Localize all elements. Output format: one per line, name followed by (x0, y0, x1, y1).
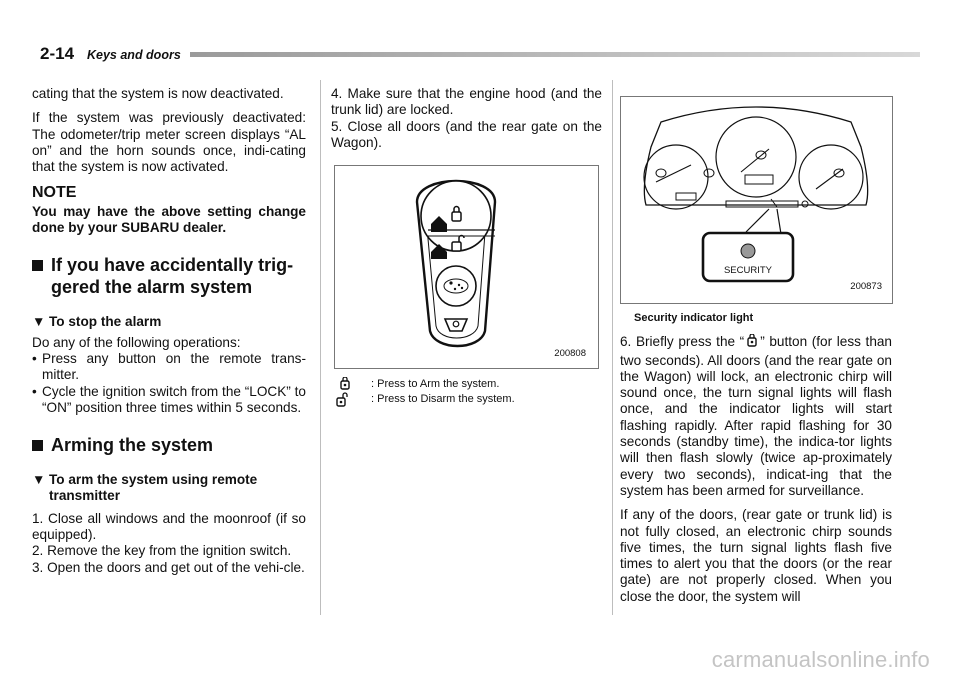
section-heading (32, 434, 306, 456)
step6-text: ” button (for less than two seconds). All doors (and the rear gate on the Wagon) will lock, an electronic chirp will sound once, the turn signal lights will flash once, and the indicator lights will start flashing rapidly. After rapid flashing for 30 seconds (standby time), the indica-tor lights will then flash slowly (twice ap-proximately every two seconds), indicat-ing that the system has been armed for surveillance. (620, 334, 892, 498)
paragraph: If any of the doors, (rear gate or trunk lid) is not fully closed, an electronic chirp sounds five times, the turn signal lights flash five times to alert you that the doors (or the rear gate) are not properly closed. When you close the door, the system will (620, 507, 892, 604)
list-item-text: Press any button on the remote trans-mitter. (42, 350, 306, 383)
bullet-dot-icon: • (32, 383, 37, 399)
subsection-heading (32, 314, 306, 330)
watermark: carmanualsonline.info (711, 647, 930, 672)
column-left (32, 86, 306, 576)
list-item: 4. Make sure that the engine hood (and the trunk lid) are locked. (331, 86, 602, 118)
note-title: NOTE (32, 184, 77, 202)
list-item (32, 351, 306, 384)
section-title: Keys and doors (87, 48, 181, 62)
paragraph (620, 334, 892, 499)
steps-list (32, 511, 306, 576)
figure-number: 200808 (554, 347, 586, 359)
figure-caption: Security indicator light (634, 312, 754, 324)
triangle-bullet-icon: ▼ (32, 314, 46, 330)
square-bullet-icon (32, 260, 43, 271)
note-body: You may have the above setting change done by your SUBARU dealer. (32, 203, 306, 236)
bullet-dot-icon: • (32, 350, 37, 366)
list-item: 5. Close all doors (and the rear gate on the Wagon). (331, 118, 602, 150)
figure-legend (331, 377, 602, 407)
legend-text: : Press to Arm the system. (371, 378, 500, 391)
list-item: 3. Open the doors and get out of the vehi-cle. (32, 559, 305, 575)
list-item: 2. Remove the key from the ignition switch. (32, 543, 292, 559)
remote-transmitter-figure (334, 165, 599, 369)
legend-row (331, 377, 602, 392)
paragraph: cating that the system is now deactivated. (32, 86, 284, 101)
heading-text: Arming the system (51, 435, 214, 456)
list-item: 1. Close all windows and the moonroof (if so equipped). (32, 510, 306, 543)
instrument-cluster-figure (620, 96, 893, 304)
square-bullet-icon (32, 440, 43, 451)
header-rule (190, 52, 920, 57)
paragraph: Do any of the following operations: (32, 334, 241, 350)
page-header (40, 44, 920, 64)
list-item (32, 384, 306, 417)
figure-number: 200873 (850, 280, 882, 292)
legend-row (331, 392, 602, 407)
unlock-icon (331, 392, 371, 407)
steps-list (331, 86, 602, 151)
column-middle (331, 86, 602, 407)
column-divider (320, 80, 321, 615)
column-divider (612, 80, 613, 615)
step6-lead: 6. Briefly press the “ (620, 334, 745, 350)
triangle-bullet-icon: ▼ (32, 472, 46, 488)
page-number: 2-14 (40, 44, 75, 63)
list-item-text: Cycle the ignition switch from the “LOCK” to “ON” position three times within 5 seconds. (42, 383, 306, 415)
legend-text: : Press to Disarm the system. (371, 393, 515, 406)
remote-transmitter-illustration (335, 166, 598, 368)
lock-icon (331, 377, 371, 392)
instrument-cluster-illustration (621, 97, 892, 303)
figure-label: SECURITY (723, 265, 773, 276)
paragraph: If the system was previously deactivated: The odometer/trip meter screen displays “AL on” and the horn sounds once, indi-cating that the system is now activated. (32, 110, 306, 175)
subheading-text: To arm the system using remote transmitter (49, 472, 258, 504)
subheading-text: To stop the alarm (49, 314, 162, 330)
section-heading (32, 254, 306, 298)
heading-text: If you have accidentally trig-gered the alarm system (51, 255, 294, 298)
lock-icon (744, 334, 760, 352)
column-right (620, 96, 892, 613)
subsection-heading (32, 472, 306, 505)
